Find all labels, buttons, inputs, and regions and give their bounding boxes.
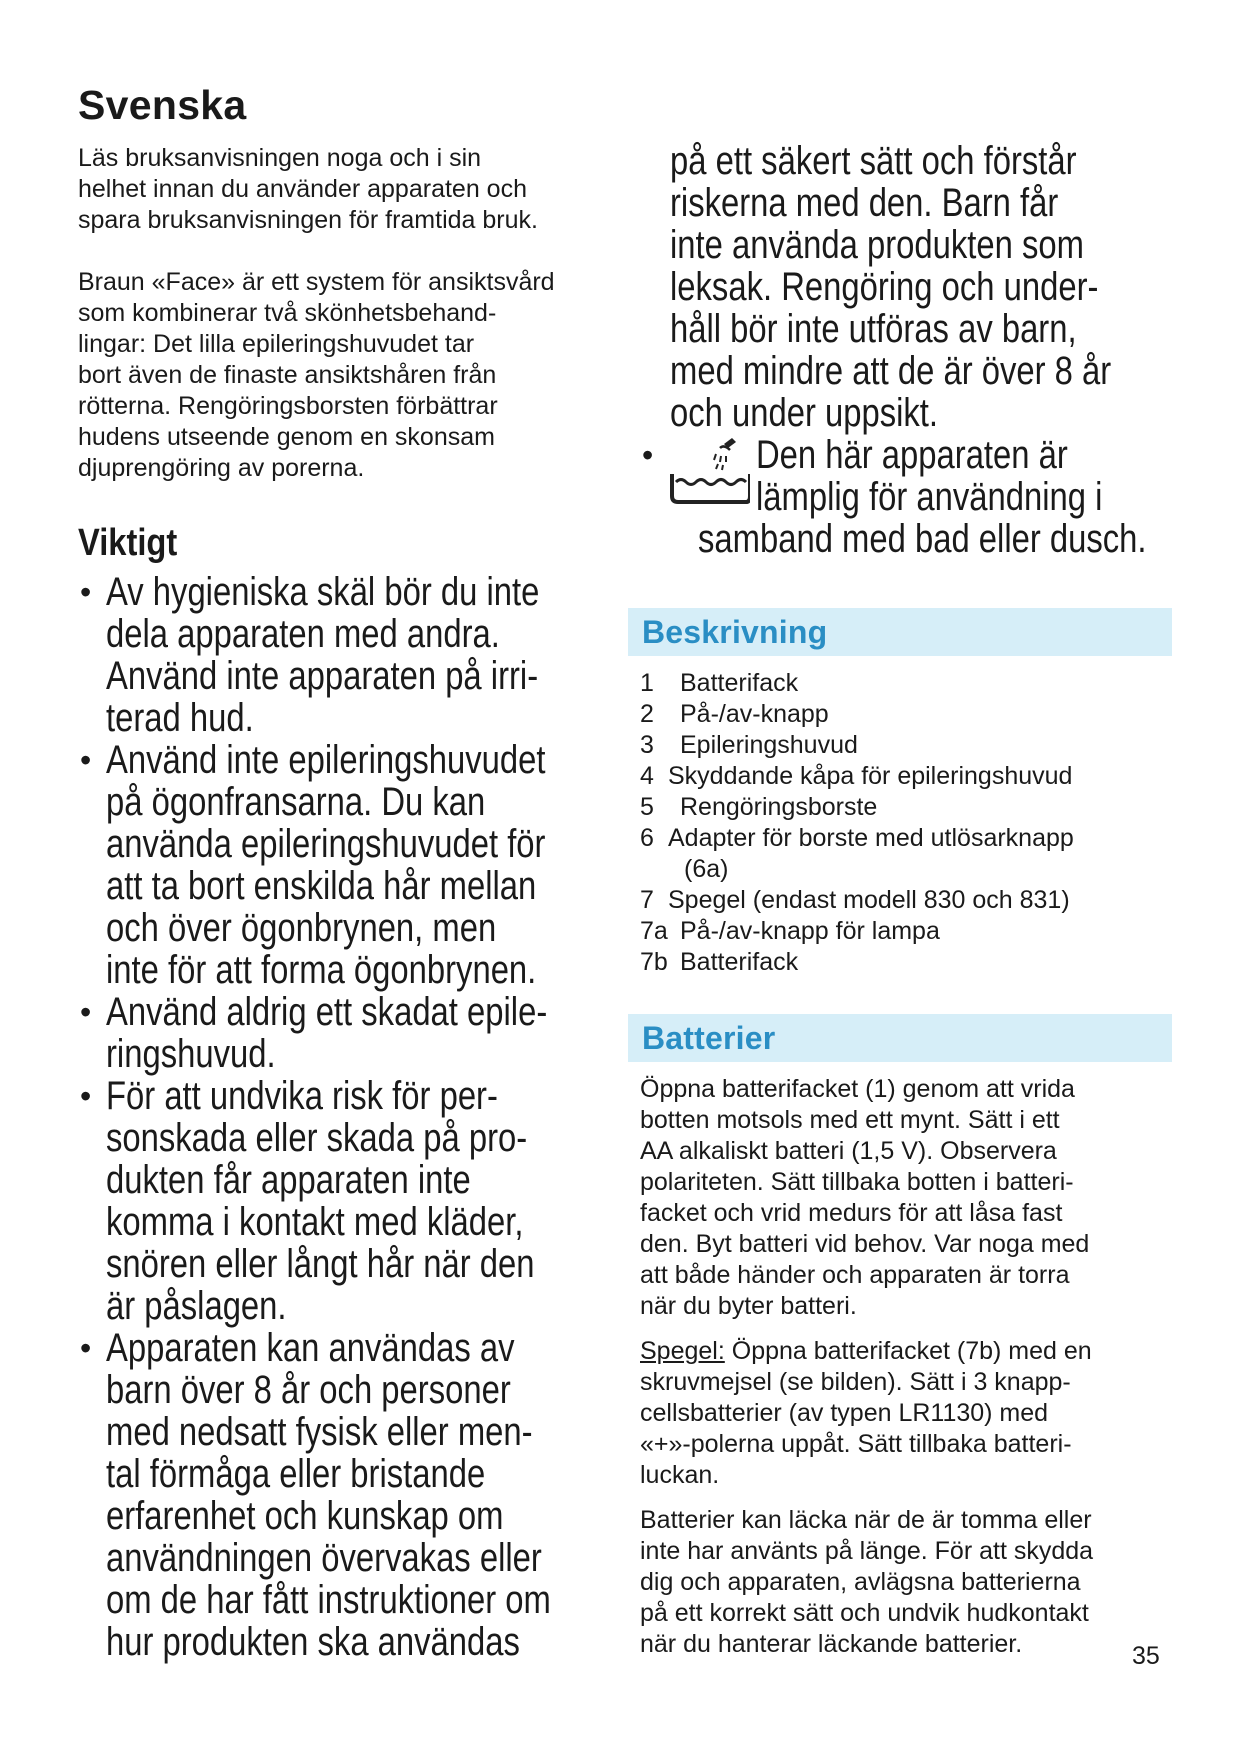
text-line: Den här apparaten är [756,433,1068,477]
text-line: För att undvika risk för per- [106,1074,498,1118]
item-number: 1 [640,669,654,697]
item-number: 2 [640,700,654,728]
intro-paragraph-1 [78,143,618,236]
text-line: sonskada eller skada på pro- [106,1116,528,1160]
item-label: Rengöringsborste [680,793,878,821]
text-line: inte använda produkten som [670,223,1084,267]
text-line: om de har fått instruktioner om [106,1578,551,1622]
item-number: 7a [640,917,668,945]
text-line: Använd inte epileringshuvudet [106,738,546,782]
text-line: tal förmåga eller bristande [106,1452,486,1496]
item-label: Spegel (endast modell 830 och 831) [668,886,1070,914]
text-line: hur produkten ska användas [106,1620,520,1664]
text-line: dukten får apparaten inte [106,1158,471,1202]
bullet-icon: • [80,994,92,1030]
item-number: 3 [640,731,654,759]
text-line: den. Byt batteri vid behov. Var noga med [640,1230,1090,1258]
text-line: på ögonfransarna. Du kan [106,780,486,824]
list-item [640,730,1166,761]
item-number: 5 [640,793,654,821]
text-line: Av hygieniska skäl bör du inte [106,570,540,614]
text-line: lingar: Det lilla epileringshuvudet tar [78,330,475,358]
list-item [78,739,618,991]
batteries-paragraph-1 [640,1074,1166,1322]
text-line: Batterier kan läcka när de är tomma eller [640,1506,1092,1534]
text-line: användningen övervakas eller [106,1536,542,1580]
right-column [640,139,1166,1674]
list-item [640,854,1166,885]
text-line: samband med bad eller dusch. [698,517,1147,561]
text-segment: Öppna batterifacket (7b) med en [724,1337,1092,1365]
text-line: lämplig för användning i [756,475,1103,519]
list-item [78,991,618,1075]
text-line [640,1336,1166,1367]
text-line: dela apparaten med andra. [106,612,500,656]
item-number [640,854,684,885]
text-line: att ta bort enskilda hår mellan [106,864,537,908]
list-item [640,823,1166,854]
text-line: inte för att forma ögonbrynen. [106,948,537,992]
text-line: Braun «Face» är ett system för ansiktsvård [78,268,555,296]
text-line: djuprengöring av porerna. [78,454,365,482]
important-list [78,571,618,1663]
bath-list-item [640,434,1166,560]
bullet-icon: • [80,742,92,778]
text-line: Öppna batterifacket (1) genom att vrida [640,1075,1075,1103]
important-heading: Viktigt [78,522,178,564]
text-line: bort även de finaste ansiktshåren från [78,361,497,389]
text-line: är påslagen. [106,1284,287,1328]
list-item [640,916,1166,947]
text-line: använda epileringshuvudet för [106,822,546,866]
item-label: Batterifack [680,948,799,976]
bullet-icon: • [642,437,654,473]
text-line: leksak. Rengöring och under- [670,265,1099,309]
text-line: ringshuvud. [106,1032,276,1076]
text-line: inte har använts på länge. För att skydda [640,1537,1094,1565]
list-item [640,699,1166,730]
text-line: på ett korrekt sätt och undvik hudkontakt [640,1599,1089,1627]
text-line: på ett säkert sätt och förstår [670,139,1077,183]
text-line: helhet innan du använder apparaten och [78,175,527,203]
list-item [640,885,1166,916]
batteries-paragraph-3 [640,1505,1166,1660]
bath-shower-icon [666,434,750,514]
list-item [640,947,1166,978]
item-label: På-/av-knapp [680,700,829,728]
text-line: botten motsols med ett mynt. Sätt i ett [640,1106,1060,1134]
text-line: hudens utseende genom en skonsam [78,423,495,451]
text-line: när du hanterar läckande batterier. [640,1630,1023,1658]
bullet-icon: • [80,1078,92,1114]
list-item [78,1327,618,1663]
section-title: Beskrivning [642,613,828,650]
item-number: 4 [640,762,654,790]
text-line: luckan. [640,1461,720,1489]
text-line: facket och vrid medurs för att låsa fast [640,1199,1063,1227]
text-line: och över ögonbrynen, men [106,906,497,950]
section-title: Batterier [642,1019,776,1056]
important-continuation [670,140,1166,434]
bullet-icon: • [80,1330,92,1366]
text-line: AA alkaliskt batteri (1,5 V). Observera [640,1137,1057,1165]
item-number: 7 [640,886,654,914]
text-line: som kombinerar två skönhetsbehand- [78,299,497,327]
list-item [78,571,618,739]
text-line: snören eller långt hår när den [106,1242,535,1286]
item-label: Adapter för borste med utlösarknapp [668,824,1074,852]
item-number: 6 [640,824,654,852]
text-line: med mindre att de är över 8 år [670,349,1112,393]
text-line: polariteten. Sätt tillbaka botten i batteri- [640,1168,1074,1196]
text-line: håll bör inte utföras av barn, [670,307,1077,351]
text-line: «+»-polerna uppåt. Sätt tillbaka batteri- [640,1430,1072,1458]
item-label: Batterifack [680,669,799,697]
page-number: 35 [1132,1642,1160,1670]
bullet-icon: • [80,574,92,610]
item-label: På-/av-knapp för lampa [680,917,940,945]
parts-list [640,668,1166,978]
list-item [78,1075,618,1327]
description-section-header [628,608,1172,656]
text-line: komma i kontakt med kläder, [106,1200,524,1244]
text-line: erfarenhet och kunskap om [106,1494,504,1538]
text-line: rötterna. Rengöringsborsten förbättrar [78,392,498,420]
text-line: skruvmejsel (se bilden). Sätt i 3 knapp- [640,1368,1071,1396]
left-column [78,82,618,1663]
text-line: när du byter batteri. [640,1292,857,1320]
text-line: Använd inte apparaten på irri- [106,654,539,698]
text-line: riskerna med den. Barn får [670,181,1059,225]
batteries-body [640,1074,1166,1660]
batteries-paragraph-2 [640,1336,1166,1491]
page-title: Svenska [78,82,247,128]
text-line: barn över 8 år och personer [106,1368,511,1412]
list-item [640,792,1166,823]
text-line: cellsbatterier (av typen LR1130) med [640,1399,1049,1427]
text-line: spara bruksanvisningen för framtida bruk. [78,206,538,234]
list-item [640,668,1166,699]
mirror-label: Spegel: [640,1337,725,1365]
list-item [640,761,1166,792]
text-line: Apparaten kan användas av [106,1326,515,1370]
item-label: Skyddande kåpa för epileringshuvud [668,762,1073,790]
text-line: terad hud. [106,696,254,740]
text-line: Läs bruksanvisningen noga och i sin [78,144,482,172]
batteries-section-header [628,1014,1172,1062]
text-line: dig och apparaten, avlägsna batterierna [640,1568,1081,1596]
item-label: (6a) [684,855,729,883]
item-label: Epileringshuvud [680,731,858,759]
text-line: och under uppsikt. [670,391,939,435]
text-line: med nedsatt fysisk eller men- [106,1410,533,1454]
intro-paragraph-2 [78,267,618,484]
text-line: att både händer och apparaten är torra [640,1261,1070,1289]
item-number: 7b [640,948,668,976]
text-line: Använd aldrig ett skadat epile- [106,990,548,1034]
